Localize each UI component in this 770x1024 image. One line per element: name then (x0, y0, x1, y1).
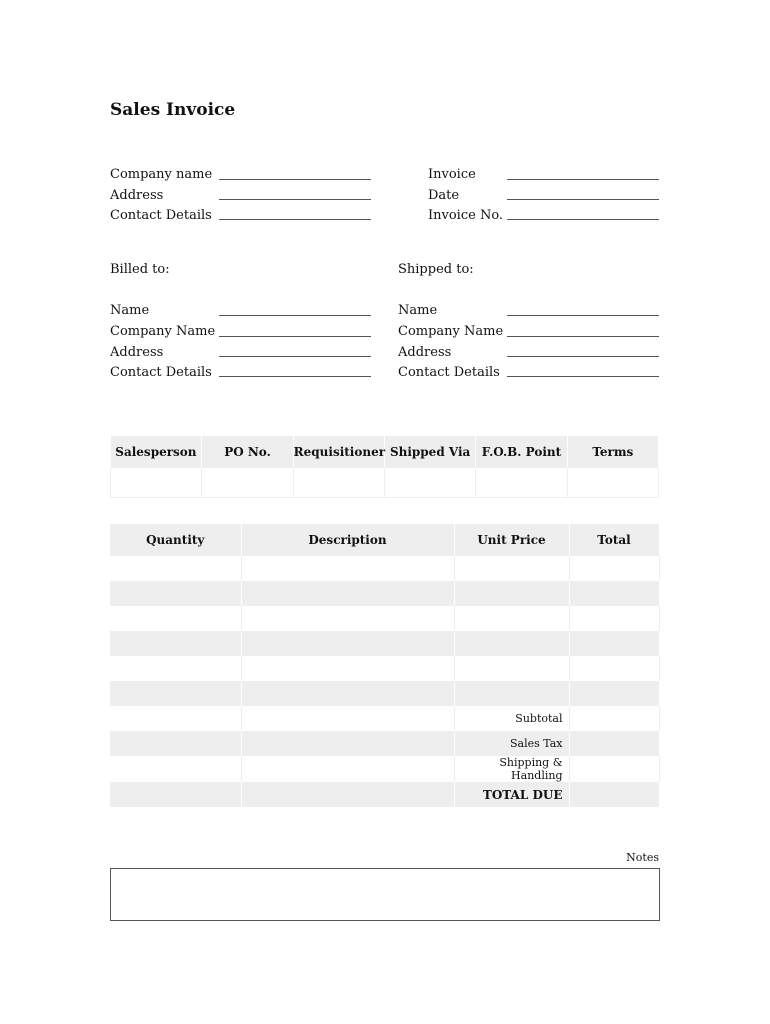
unit-price-cell[interactable] (454, 656, 569, 681)
billed-company-label: Company Name (110, 324, 216, 339)
salesperson-header: Salesperson (111, 436, 202, 468)
quantity-cell[interactable] (110, 681, 241, 706)
company-name-label: Company name (110, 167, 213, 182)
order-meta-header-row (111, 436, 659, 468)
shipped-via-header: Shipped Via (384, 436, 475, 468)
table-row (110, 556, 659, 581)
billed-company-field[interactable] (219, 336, 371, 337)
table-row (110, 681, 659, 706)
unit-price-cell[interactable] (454, 556, 569, 581)
company-name-field[interactable] (219, 179, 371, 180)
fob-point-cell[interactable] (476, 468, 567, 498)
company-address-field[interactable] (219, 199, 371, 200)
billed-name-label: Name (110, 303, 150, 318)
table-row (110, 656, 659, 681)
invoice-number-field[interactable] (507, 219, 659, 220)
quantity-cell[interactable] (110, 606, 241, 631)
description-cell[interactable] (241, 581, 454, 606)
unit-price-cell[interactable] (454, 631, 569, 656)
description-cell[interactable] (241, 606, 454, 631)
terms-header: Terms (567, 436, 658, 468)
subtotal-row (110, 706, 659, 731)
billed-address-label: Address (110, 345, 164, 360)
date-field[interactable] (507, 199, 659, 200)
shipped-address-field[interactable] (507, 356, 659, 357)
unit-price-cell[interactable] (454, 606, 569, 631)
order-meta-table (110, 436, 659, 498)
total-cell[interactable] (569, 681, 659, 706)
company-contact-field[interactable] (219, 219, 371, 220)
page-title: Sales Invoice (110, 100, 236, 120)
subtotal-label: Subtotal (454, 706, 569, 731)
notes-box[interactable] (110, 868, 660, 921)
shipped-to-heading: Shipped to: (398, 262, 474, 277)
invoice-number-label: Invoice No. (428, 208, 504, 223)
shipped-company-label: Company Name (398, 324, 504, 339)
total-due-value[interactable] (569, 782, 659, 807)
shipped-contact-field[interactable] (507, 376, 659, 377)
total-cell[interactable] (569, 581, 659, 606)
subtotal-value[interactable] (569, 706, 659, 731)
total-due-label: TOTAL DUE (454, 782, 569, 807)
quantity-cell[interactable] (110, 556, 241, 581)
shipping-value[interactable] (569, 756, 659, 782)
terms-cell[interactable] (567, 468, 658, 498)
company-contact-label: Contact Details (110, 208, 212, 223)
quantity-header: Quantity (110, 524, 241, 556)
shipped-address-label: Address (398, 345, 452, 360)
sales-tax-value[interactable] (569, 731, 659, 756)
billed-name-field[interactable] (219, 315, 371, 316)
description-cell[interactable] (241, 681, 454, 706)
sales-tax-label: Sales Tax (454, 731, 569, 756)
company-address-label: Address (110, 188, 164, 203)
date-label: Date (428, 188, 460, 203)
total-cell[interactable] (569, 606, 659, 631)
shipping-row (110, 756, 659, 782)
fob-point-header: F.O.B. Point (476, 436, 567, 468)
shipped-company-field[interactable] (507, 336, 659, 337)
line-items-table (110, 524, 660, 807)
notes-label: Notes (626, 851, 659, 864)
table-row (110, 631, 659, 656)
shipped-via-cell[interactable] (384, 468, 475, 498)
requisitioner-cell[interactable] (293, 468, 384, 498)
description-cell[interactable] (241, 656, 454, 681)
billed-contact-field[interactable] (219, 376, 371, 377)
total-header: Total (569, 524, 659, 556)
shipped-name-field[interactable] (507, 315, 659, 316)
billed-address-field[interactable] (219, 356, 371, 357)
description-cell[interactable] (241, 631, 454, 656)
order-meta-row (111, 468, 659, 498)
description-cell[interactable] (241, 556, 454, 581)
po-number-header: PO No. (202, 436, 293, 468)
line-items-header-row (110, 524, 659, 556)
billed-to-heading: Billed to: (110, 262, 170, 277)
unit-price-header: Unit Price (454, 524, 569, 556)
shipping-label: Shipping & Handling (454, 756, 569, 782)
invoice-field[interactable] (507, 179, 659, 180)
table-row (110, 606, 659, 631)
sales-tax-row (110, 731, 659, 756)
table-row (110, 581, 659, 606)
unit-price-cell[interactable] (454, 681, 569, 706)
shipped-contact-label: Contact Details (398, 365, 500, 380)
unit-price-cell[interactable] (454, 581, 569, 606)
quantity-cell[interactable] (110, 631, 241, 656)
total-due-row (110, 782, 659, 807)
invoice-label: Invoice (428, 167, 476, 182)
quantity-cell[interactable] (110, 656, 241, 681)
description-header: Description (241, 524, 454, 556)
total-cell[interactable] (569, 656, 659, 681)
quantity-cell[interactable] (110, 581, 241, 606)
total-cell[interactable] (569, 556, 659, 581)
shipped-name-label: Name (398, 303, 438, 318)
requisitioner-header: Requisitioner (293, 436, 384, 468)
total-cell[interactable] (569, 631, 659, 656)
billed-contact-label: Contact Details (110, 365, 212, 380)
salesperson-cell[interactable] (111, 468, 202, 498)
po-number-cell[interactable] (202, 468, 293, 498)
